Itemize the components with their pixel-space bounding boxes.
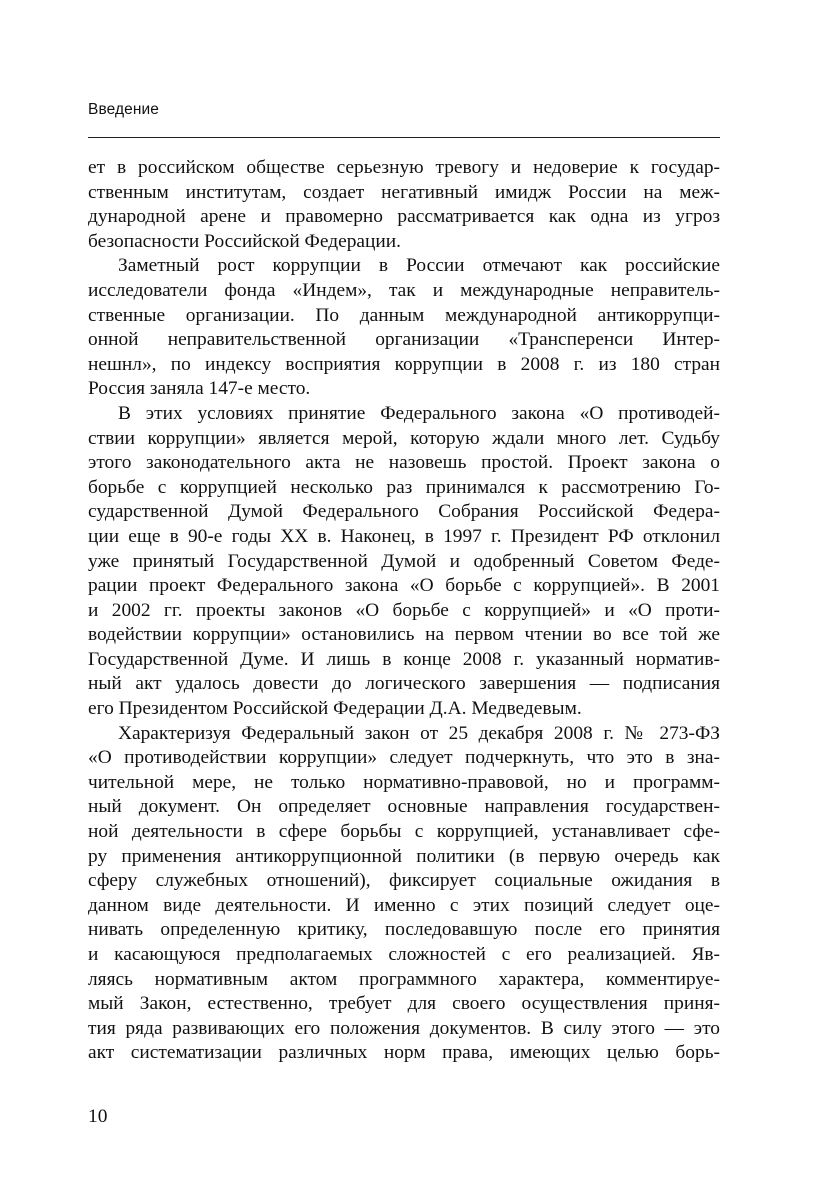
text-line: ный акт удалось довести до логического завершения — подписания xyxy=(88,673,720,695)
text-line: сударственной Думой Федерального Собрания Российской Федера- xyxy=(88,501,720,523)
running-head: Введение xyxy=(88,101,159,118)
page-number: 10 xyxy=(88,1106,108,1127)
text-line: и 2002 гг. проекты законов «О борьбе с коррупцией» и «О проти- xyxy=(88,599,720,621)
text-line: В этих условиях принятие Федерального закона «О противодей- xyxy=(118,402,720,424)
text-line: «О противодействии коррупции» следует подчеркнуть, что это в зна- xyxy=(88,747,720,769)
text-line: ции еще в 90-е годы XX в. Наконец, в 1997 г. Президент РФ отклонил xyxy=(88,525,720,547)
text-line: сферу служебных отношений), фиксирует социальные ожидания в xyxy=(88,870,720,892)
text-line: нешнл», по индексу восприятия коррупции в 2008 г. из 180 стран xyxy=(88,353,720,375)
text-line: акт систематизации различных норм права, имеющих целью борь- xyxy=(88,1042,720,1064)
text-line: исследователи фонда «Индем», так и международные неправитель- xyxy=(88,279,720,301)
text-line: и касающуюся предполагаемых сложностей с его реализацией. Яв- xyxy=(88,944,720,965)
text-line: ствии коррупции» является мерой, которую ждали много лет. Судьбу xyxy=(88,427,720,449)
text-line: тия ряда развивающих его положения документов. В силу этого — это xyxy=(88,1017,720,1039)
text-line: борьбе с коррупцией несколько раз принимался к рассмотрению Го- xyxy=(88,476,720,498)
text-line: мый Закон, естественно, требует для своего осуществления приня- xyxy=(88,993,720,1015)
text-line: ственные организации. По данным международной антикоррупци- xyxy=(88,304,720,326)
text-line: нивать определенную критику, последовавшую после его принятия xyxy=(88,919,720,941)
text-line: уже принятый Государственной Думой и одобренный Советом Феде- xyxy=(88,550,720,572)
text-line: Государственной Думе. И лишь в конце 2008 г. указанный норматив- xyxy=(88,648,720,670)
text-line: ет в российском обществе серьезную тревогу и недоверие к государ- xyxy=(88,157,720,178)
text-line: онной неправительственной организации «Трансперенси Интер- xyxy=(88,329,720,351)
text-line: ный документ. Он определяет основные направления государствен- xyxy=(88,796,720,818)
text-line: его Президентом Российской Федерации Д.А. Медведевым. xyxy=(88,698,582,720)
text-line: чительной мере, не только нормативно-правовой, но и программ- xyxy=(88,771,720,793)
text-line: дународной арене и правомерно рассматривается как одна из угроз xyxy=(88,206,720,228)
text-line: безопасности Российской Федерации. xyxy=(88,230,401,252)
body-text xyxy=(88,156,720,1066)
text-line: Характеризуя Федеральный закон от 25 декабря 2008 г. № 273-ФЗ xyxy=(118,722,720,744)
text-line: ственным институтам, создает негативный имидж России на меж- xyxy=(88,181,720,203)
text-line: данном виде деятельности. И именно с этих позиций следует оце- xyxy=(88,894,720,916)
text-line: ру применения антикоррупционной политики (в первую очередь как xyxy=(88,845,720,867)
text-line: Заметный рост коррупции в России отмечают как российские xyxy=(118,255,720,277)
text-line: рации проект Федерального закона «О борьбе с коррупцией». В 2001 xyxy=(88,575,720,597)
text-line: ной деятельности в сфере борьбы с коррупцией, устанавливает сфе- xyxy=(88,821,720,843)
text-line: этого законодательного акта не назовешь простой. Проект закона о xyxy=(88,452,720,474)
text-line: Россия заняла 147-е место. xyxy=(88,378,311,400)
text-line: ляясь нормативным актом программного характера, комментируе- xyxy=(88,968,720,990)
header-rule xyxy=(88,137,720,138)
text-line: водействии коррупции» остановились на первом чтении во все той же xyxy=(88,624,720,646)
